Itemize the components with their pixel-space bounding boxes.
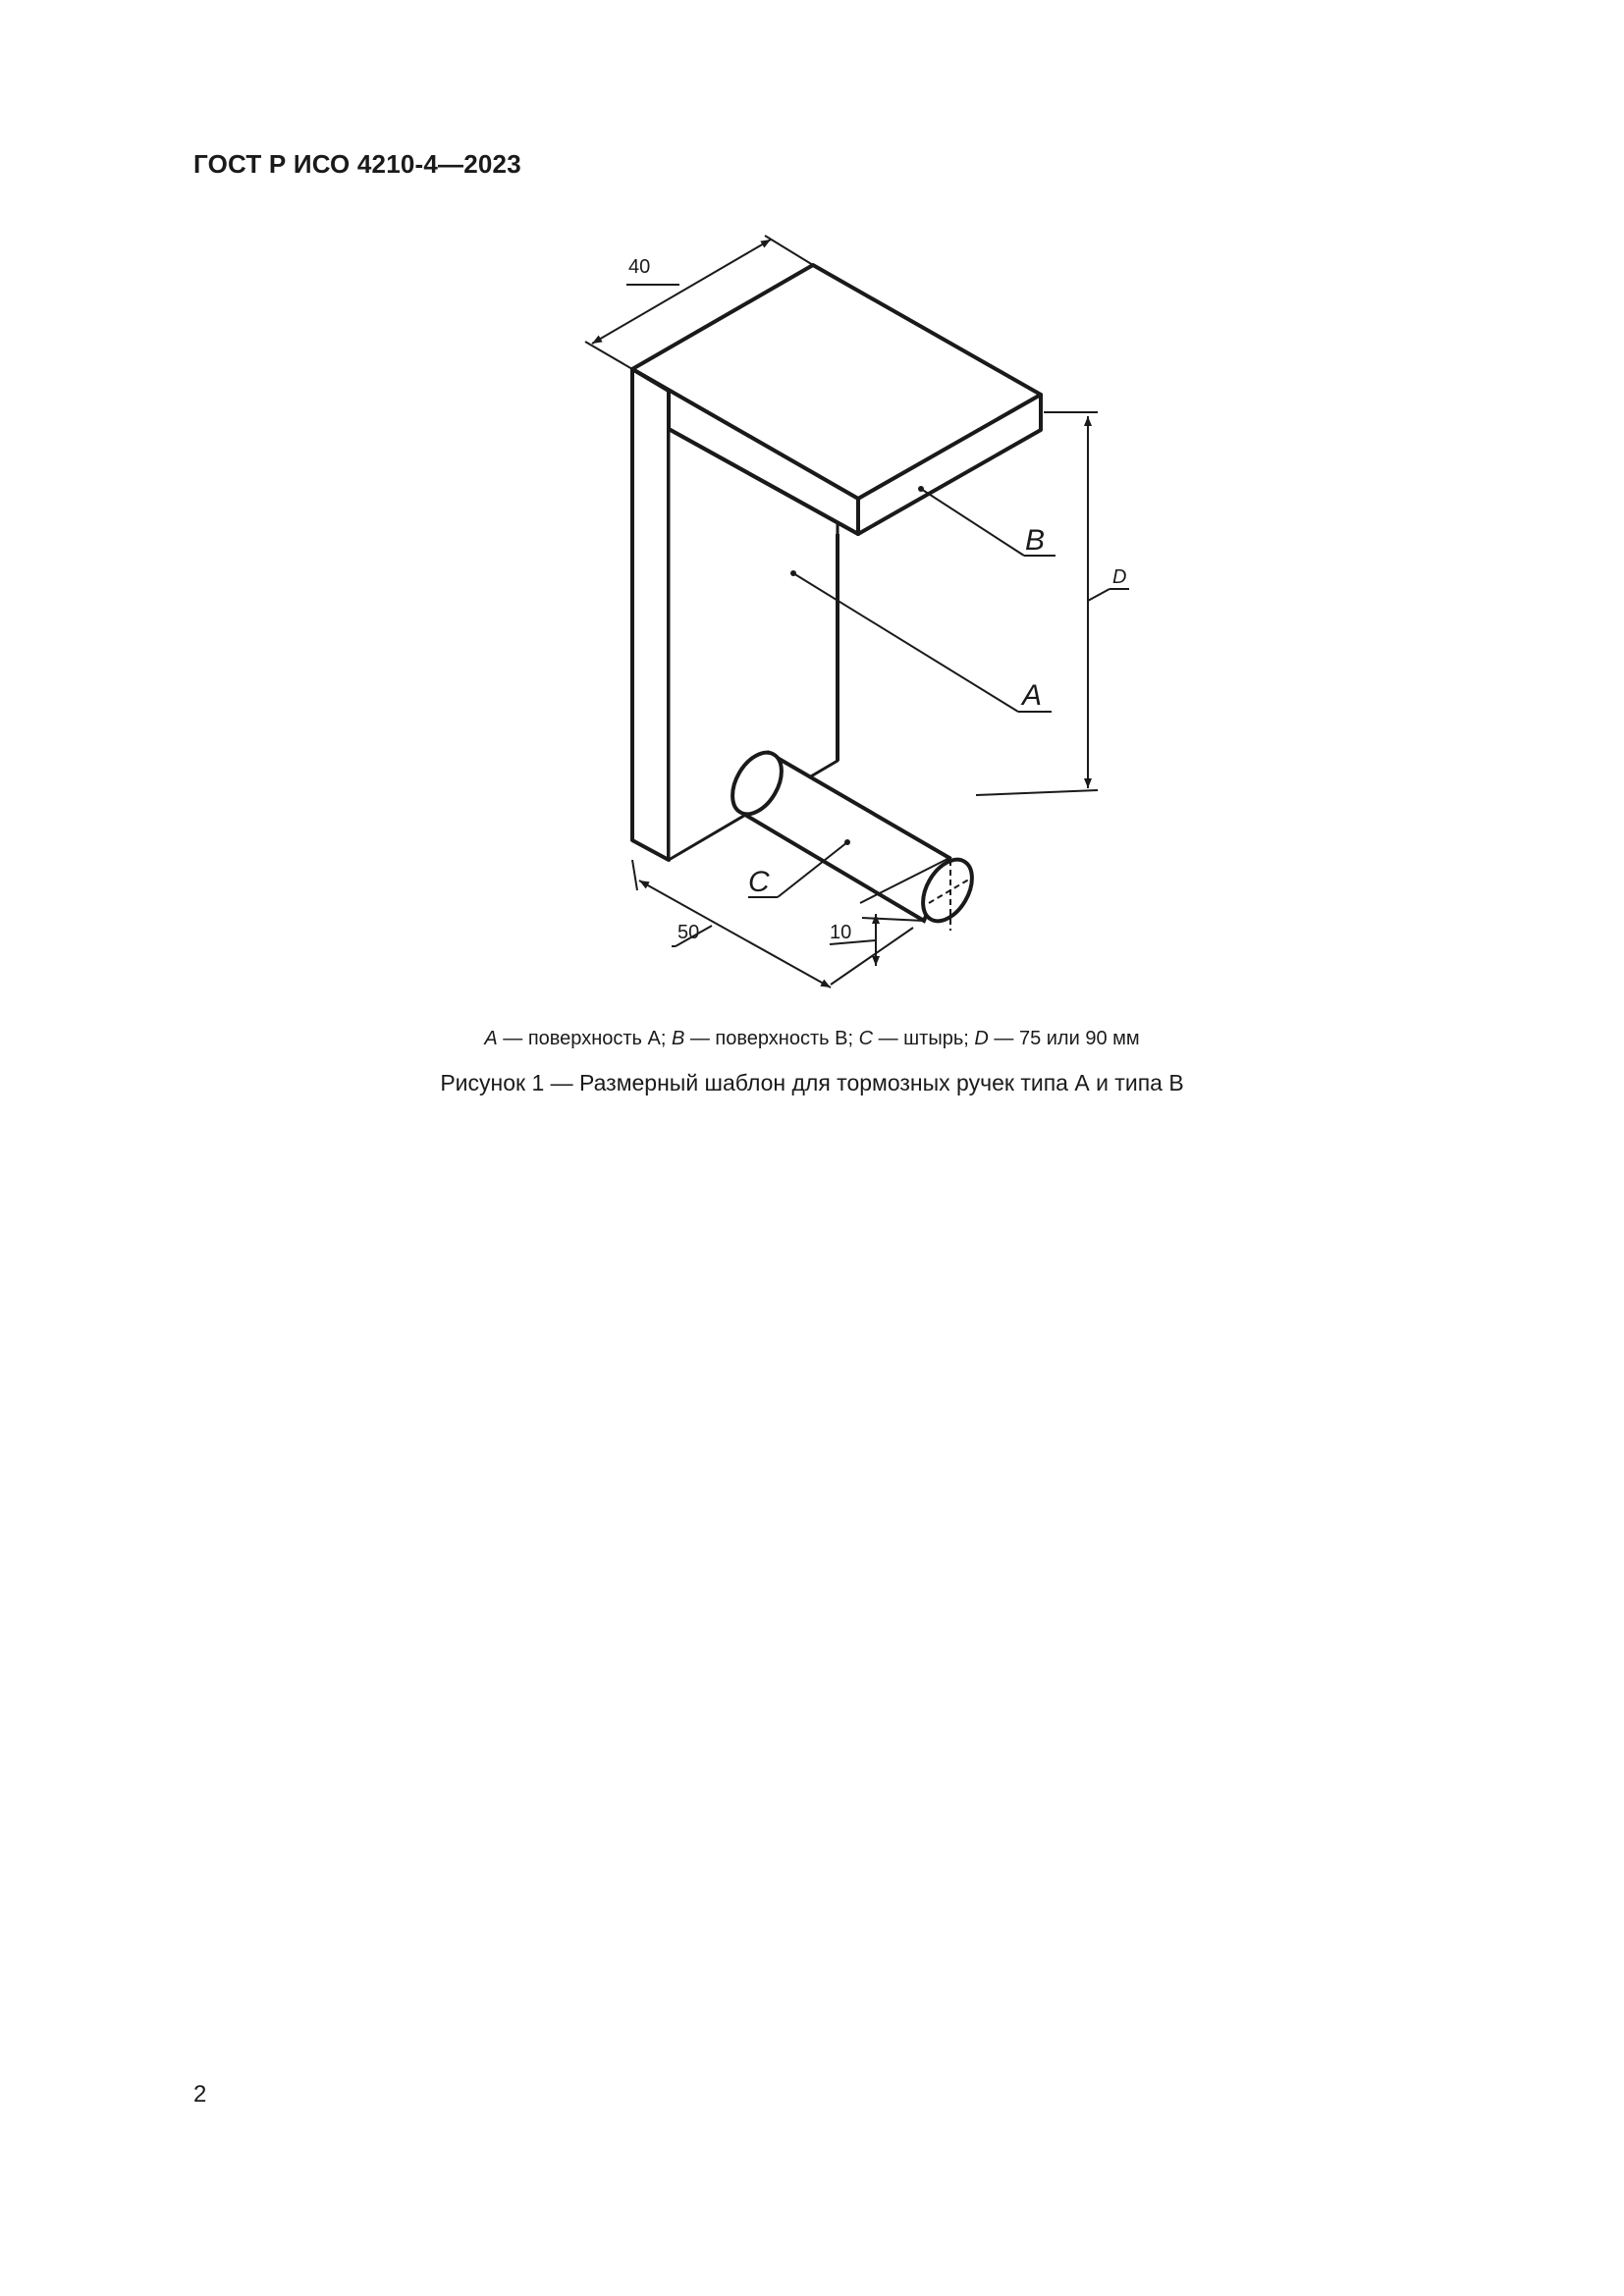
figure-legend bbox=[0, 1028, 1624, 1050]
label-a: A bbox=[1022, 679, 1043, 712]
label-b: B bbox=[1025, 524, 1046, 557]
label-c: C bbox=[748, 866, 770, 898]
dimension-10-label: 10 bbox=[830, 922, 852, 943]
dimension-50-label: 50 bbox=[677, 922, 700, 943]
page-header: ГОСТ Р ИСО 4210-4—2023 bbox=[193, 149, 521, 179]
legend-key-b: B bbox=[671, 1028, 685, 1049]
leader-b-dot bbox=[918, 486, 924, 492]
dimension-d bbox=[976, 412, 1129, 795]
page-number: 2 bbox=[193, 2081, 207, 2108]
legend-key-d: D bbox=[974, 1028, 989, 1049]
dimension-40-label: 40 bbox=[628, 256, 651, 278]
legend-text-d: — 75 или 90 мм bbox=[988, 1028, 1140, 1049]
legend-text-b: — поверхность В; bbox=[684, 1028, 859, 1049]
legend-key-c: C bbox=[858, 1028, 874, 1049]
figure-caption: Рисунок 1 — Размерный шаблон для тормозных ручек типа А и типа В bbox=[440, 1070, 1184, 1095]
legend-text-a: — поверхность А; bbox=[497, 1028, 672, 1049]
dimension-d-label: D bbox=[1112, 566, 1127, 588]
legend-key-a: A bbox=[484, 1028, 498, 1049]
legend-text-c: — штырь; bbox=[873, 1028, 975, 1049]
dimension-template-figure bbox=[0, 0, 1624, 1080]
pin-c bbox=[723, 744, 982, 931]
leader-a-dot bbox=[790, 570, 796, 576]
leader-c-dot bbox=[844, 839, 850, 845]
